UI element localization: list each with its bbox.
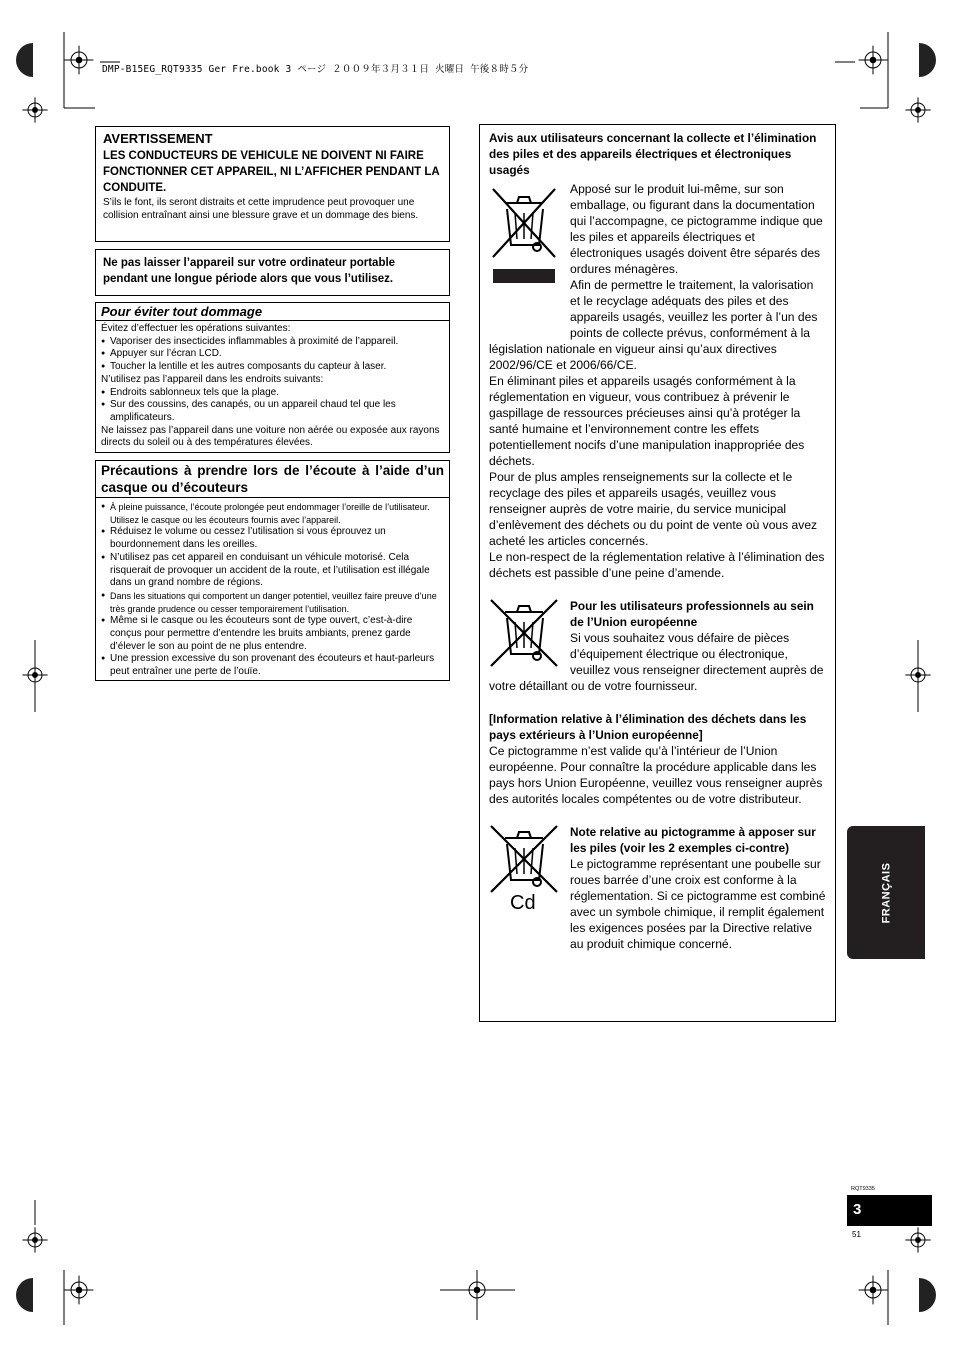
battery-bin-icon bbox=[489, 824, 570, 974]
list-item: ● Une pression excessive du son provenant des écouteurs et haut-parleurs peut entraîner une perte de l’ouïe. bbox=[101, 653, 444, 678]
headphones-title: Précautions à prendre lors de l’écoute à l’aide d’un casque ou d’écouteurs bbox=[96, 461, 449, 498]
places-list bbox=[101, 387, 444, 425]
damage-intro: Évitez d’effectuer les opérations suivantes: bbox=[101, 323, 291, 334]
wheelie-bin-icon bbox=[489, 181, 570, 326]
disposal-box bbox=[479, 124, 836, 1022]
crosshair-mark bbox=[859, 46, 888, 75]
list-item: ● Dans les situations qui comportent un danger potentiel, veuillez faire preuve d’une très grande prudence ou cesser temporairement l’utilisation. bbox=[101, 590, 444, 615]
doc-code: RQT9335 bbox=[851, 1186, 875, 1192]
damage-outro: Ne laissez pas l’appareil dans une voiture non aérée ou exposée aux rayons directs du soleil ou à des températures élevées. bbox=[101, 424, 440, 449]
damage-title: Pour éviter tout dommage bbox=[96, 303, 449, 321]
battery-title: Note relative au pictogramme à apposer sur les piles (voir les 2 exemples ci-contre) bbox=[570, 825, 816, 855]
language-tab-label: FRANÇAIS bbox=[880, 862, 892, 923]
headphones-list bbox=[101, 501, 444, 679]
crosshair-mark bbox=[905, 1227, 930, 1252]
warning-title: AVERTISSEMENT bbox=[103, 131, 213, 146]
page-number: 3 bbox=[853, 1201, 862, 1218]
list-item: ● Endroits sablonneux tels que la plage. bbox=[101, 387, 444, 400]
list-item: ● Sur des coussins, des canapés, ou un appareil chaud tel que les amplificateurs. bbox=[101, 399, 444, 424]
list-item: ● Toucher la lentille et les autres composants du capteur à laser. bbox=[101, 361, 444, 374]
file-info-header: DMP-B15EG_RQT9335 Ger Fre.book 3 ページ ２００９年３月３１日 火曜日 午後８時５分 bbox=[102, 64, 529, 75]
damage-list bbox=[101, 336, 444, 374]
damage-box bbox=[95, 302, 450, 453]
laptop-note: Ne pas laisser l’appareil sur votre ordinateur portable pendant une longue période alors que vous l’utilisez. bbox=[103, 257, 396, 285]
laptop-note-box bbox=[95, 249, 450, 296]
crosshair-mark bbox=[65, 1276, 94, 1305]
crosshair-mark bbox=[22, 1227, 47, 1252]
crosshair-mark bbox=[22, 97, 47, 122]
color-wheel-mark bbox=[16, 43, 33, 77]
list-item: ● Vaporiser des insecticides inflammables à proximité de l’appareil. bbox=[101, 336, 444, 349]
headphones-box bbox=[95, 460, 450, 681]
color-wheel-mark bbox=[919, 43, 936, 77]
disposal-para-2: En éliminant piles et appareils usagés conformément à la réglementation en vigueur, vous contribuez à prévenir le gaspillage de ressources précieuses ainsi qu’à protéger la santé humaine et l’environnement contre les effets potentiellement nocifs d’une manipulation inappropriée des déchets. bbox=[489, 374, 805, 468]
list-item: ● Même si le casque ou les écouteurs sont de type ouvert, c’est-à-dire conçus pour permettre d’entendre les bruits ambiants, prenez garde d’élever le son au point de ne plus entendre. bbox=[101, 615, 444, 653]
language-tab bbox=[847, 826, 925, 959]
crosshair-mark bbox=[859, 1276, 888, 1305]
warning-box bbox=[95, 126, 450, 242]
chemical-symbol: Cd bbox=[510, 892, 536, 914]
disposal-para-4: Le non-respect de la réglementation relative à l’élimination des déchets est passible d’une peine d’amende. bbox=[489, 550, 825, 580]
crosshair-mark bbox=[65, 46, 94, 75]
color-wheel-mark bbox=[16, 1278, 33, 1312]
list-item: ● Appuyer sur l’écran LCD. bbox=[101, 348, 444, 361]
outside-title: [Information relative à l’élimination des déchets dans les pays extérieurs à l’Union européenne] bbox=[489, 712, 807, 742]
pro-title: Pour les utilisateurs professionnels au sein de l’Union européenne bbox=[570, 599, 814, 629]
battery-text: Le pictogramme représentant une poubelle sur roues barrée d’une croix est conforme à la réglementation. Si ce pictogramme est combiné avec un symbole chimique, il remplit également les exigences posées par la Directive relative au produit chimique concerné. bbox=[570, 857, 826, 951]
page-number-box bbox=[847, 1195, 932, 1226]
disposal-wrap-text-2: Afin de permettre le traitement, la valorisation et le recyclage adéquats des piles et des appareils usagés, veuillez les porter à l’un des points de collecte prévus, conformément à la législation nationale en vigueur ainsi qu’aux directives 2002/96/CE et 2006/66/CE. bbox=[489, 278, 818, 372]
list-item: ● Réduisez le volume ou cessez l’utilisation si vous éprouvez un bourdonnement dans les oreilles. bbox=[101, 526, 444, 551]
warning-body: S’ils le font, ils seront distraits et cette imprudence peut provoquer une collision entraînant ainsi une blessure grave et un dommage des biens. bbox=[103, 197, 419, 221]
outside-text: Ce pictogramme n’est valide qu’à l’intérieur de l’Union européenne. Pour connaître la procédure applicable dans les pays hors Union Européenne, veuillez vous renseigner auprès des autorités locales compétentes ou de votre distributeur. bbox=[489, 744, 823, 806]
disposal-title: Avis aux utilisateurs concernant la collecte et l’élimination des piles et des appareils électriques et électroniques usagés bbox=[489, 131, 817, 177]
list-item: ● À pleine puissance, l’écoute prolongée peut endommager l’oreille de l’utilisateur. Utilisez le casque ou les écouteurs fournis avec l’appareil. bbox=[101, 501, 444, 526]
crosshair-mark bbox=[905, 97, 930, 122]
pro-text: Si vous souhaitez vous défaire de pièces d’équipement électrique ou électronique, veuillez vous renseigner directement auprès de votre détaillant ou de votre fournisseur. bbox=[489, 631, 824, 693]
warning-bold-text: LES CONDUCTEURS DE VEHICULE NE DOIVENT NI FAIRE FONCTIONNER CET APPAREIL, NI L’AFFICHER PENDANT LA CONDUITE. bbox=[103, 150, 440, 194]
crossed-bin-icon bbox=[489, 598, 570, 678]
disposal-para-3: Pour de plus amples renseignements sur la collecte et le recyclage des piles et appareils usagés, veuillez vous renseigner auprès de votre mairie, du service municipal d’enlèvement des déchets ou du point de vente où vous avez acheté les articles concernés. bbox=[489, 470, 818, 548]
disposal-wrap-text: Apposé sur le produit lui-même, sur son emballage, ou figurant dans la documentation qui l’accompagne, ce pictogramme indique que les piles et appareils électriques et électroniques usagés doivent être séparés des ordures ménagères. bbox=[570, 182, 823, 276]
sub-page-number: 51 bbox=[852, 1230, 861, 1239]
places-intro: N’utilisez pas l’appareil dans les endroits suivants: bbox=[101, 373, 324, 385]
color-wheel-mark bbox=[919, 1278, 936, 1312]
list-item: ● N’utilisez pas cet appareil en conduisant un véhicule motorisé. Cela risquerait de provoquer un accident de la route, et l’utilisation est illégale dans un grand nombre de régions. bbox=[101, 552, 444, 590]
